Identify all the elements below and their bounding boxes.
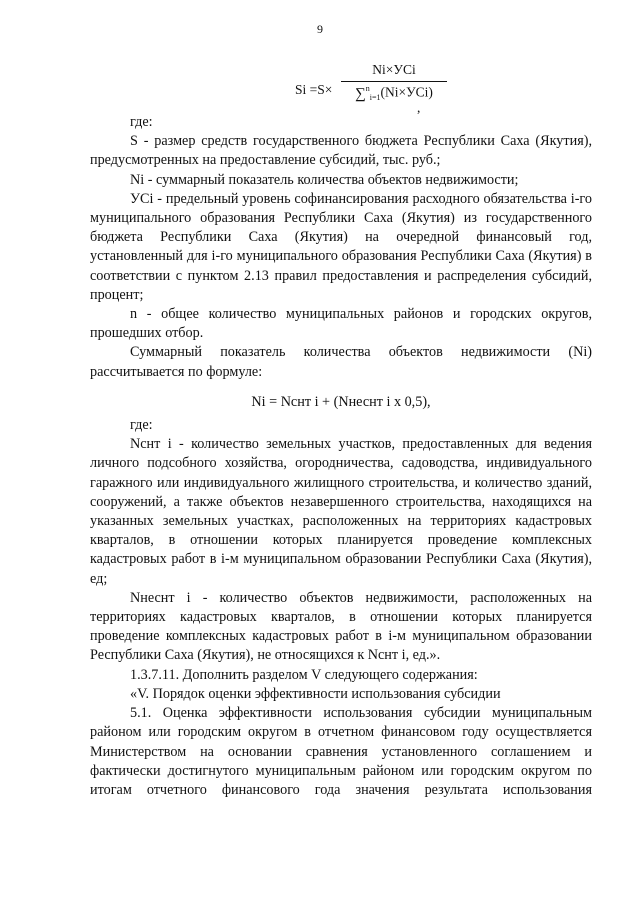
section-v-heading: «V. Порядок оценки эффективности использования субсидии — [130, 685, 501, 702]
paragraph-s-definition: S - размер средств государственного бюджета Республики Саха (Якутия), предусмотренных на предоставление субсидий, тыс. руб.; — [90, 133, 592, 169]
paragraph-nnesnt-definition: Nнеснт i - количество объектов недвижимости, расположенных на территориях кадастровых кварталов, в отношении которых планируется проведение комплексных кадастровых работ в i-м муниципальном образовании Республики Саха (Якутия), не относящихся к Nснт i, ед.». — [90, 589, 592, 664]
where-label-1: где: — [130, 114, 153, 130]
fraction-bar — [341, 81, 447, 82]
formula-numerator: Ni×УСi — [372, 62, 416, 77]
paragraph-n-definition: n - общее количество муниципальных районов и городских округов, прошедших отбор. — [90, 306, 592, 342]
formula-comma: , — [417, 100, 421, 115]
denominator-terms: (Ni×УСi) — [380, 84, 433, 100]
formula-lhs: Si =S× — [295, 82, 333, 97]
paragraph-nsnt-definition: Nснт i - количество земельных участков, предоставленных для ведения личного подсобного хозяйства, огородничества, садоводства, индивидуального гаражного или индивидуального жилищного строительства, и количество зданий, сооружений, а также объектов незавершенного строительства, находящихся на указанных земельных участках, расположенных на территориях кадастровых кварталов, в отношении которых планируется проведение комплексных кадастровых работ в i-м муниципальном образовании Республики Саха (Якутия), ед; — [90, 436, 592, 587]
formula-denominator — [341, 84, 447, 102]
body-text — [90, 113, 592, 800]
paragraph-ni-intro: Суммарный показатель количества объектов недвижимости (Ni) рассчитывается по формуле: — [90, 344, 592, 380]
sum-symbol: ∑ — [355, 85, 366, 102]
paragraph-usi-definition: УСi - предельный уровень софинансирования расходного обязательства i-го муниципального образования Республики Саха (Якутия) из государственного бюджета Республики Саха (Якутия) на очередной финансовый год, установленный для i-го муниципального образования Республики Саха (Якутия) в соответствии с пунктом 2.13 правил предоставления и распределения субсидий, процент; — [90, 190, 592, 303]
paragraph-item-1-3-7-11: 1.3.7.11. Дополнить разделом V следующего содержания: — [130, 666, 478, 683]
where-label-2: где: — [130, 417, 153, 434]
paragraph-ni-definition: Ni - суммарный показатель количества объектов недвижимости; — [130, 171, 519, 188]
sum-upper-limit: n — [365, 84, 370, 93]
sum-lower-limit: i=1 — [369, 93, 381, 103]
formula-fraction — [341, 62, 447, 102]
paragraph-5-1: 5.1. Оценка эффективности использования субсидии муниципальным районом или городским округом в отчетном финансовом году осуществляется Министерством на основании сравнения установленного соглашением и фактически достигнутого муниципальным районом или городским округом по итогам отчетного финансового года значения результата использования — [90, 705, 592, 798]
formula-ni: Ni = Nснт i + (Nнеснт i x 0,5), — [251, 393, 431, 410]
page-number: 9 — [317, 22, 323, 36]
